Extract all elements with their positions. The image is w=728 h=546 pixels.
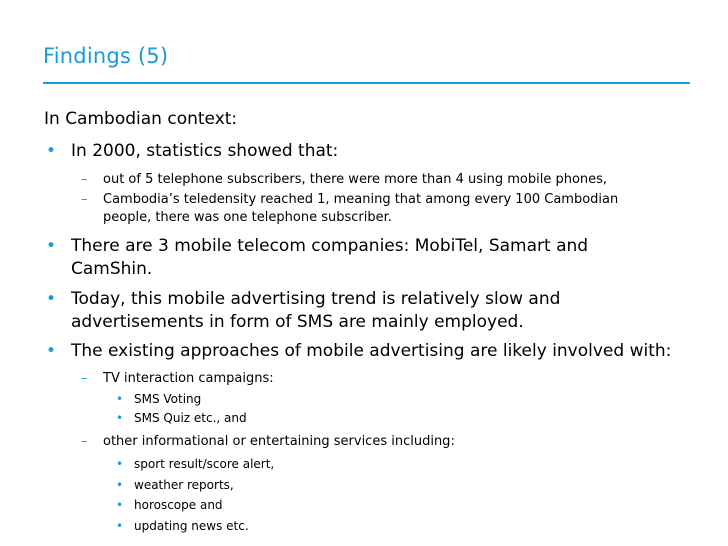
item4-sub2-point: updating news etc. (134, 519, 249, 533)
dash-icon: – (81, 192, 88, 207)
small-bullet-icon: • (116, 392, 124, 406)
item4-sub1-point: SMS Voting (134, 392, 202, 406)
item3-line2: advertisements in form of SMS are mainly employed. (71, 312, 524, 332)
slide-title: Findings (5) (43, 44, 169, 68)
bullet-icon: • (46, 236, 57, 256)
item1-sub1: out of 5 telephone subscribers, there were more than 4 using mobile phones, (103, 172, 608, 187)
item4-sub2-point: weather reports, (134, 478, 234, 492)
item1-text: In 2000, statistics showed that: (71, 141, 339, 161)
item3-line1: Today, this mobile advertising trend is relatively slow and (71, 289, 561, 309)
small-bullet-icon: • (116, 498, 124, 512)
dash-icon: – (81, 172, 88, 187)
dash-icon: – (81, 371, 88, 386)
item4-sub1-point: SMS Quiz etc., and (134, 411, 247, 425)
bullet-icon: • (46, 341, 57, 361)
small-bullet-icon: • (116, 478, 124, 492)
item4-sub2: other informational or entertaining services including: (103, 434, 455, 449)
dash-icon: – (81, 434, 88, 449)
item4-sub2-point: sport result/score alert, (134, 457, 275, 471)
item4-sub1: TV interaction campaigns: (103, 371, 274, 386)
bullet-icon: • (46, 141, 57, 161)
small-bullet-icon: • (116, 519, 124, 533)
small-bullet-icon: • (116, 411, 124, 425)
item2-line1: There are 3 mobile telecom companies: MobiTel, Samart and (71, 236, 589, 256)
item1-sub2-line1: Cambodia’s teledensity reached 1, meaning that among every 100 Cambodian (103, 192, 619, 207)
item4-text: The existing approaches of mobile advertising are likely involved with: (71, 341, 672, 361)
item2-line2: CamShin. (71, 259, 153, 279)
small-bullet-icon: • (116, 457, 124, 471)
item4-sub2-point: horoscope and (134, 498, 223, 512)
bullet-icon: • (46, 289, 57, 309)
item1-sub2-line2: people, there was one telephone subscriber. (103, 210, 392, 225)
intro-text: In Cambodian context: (44, 109, 238, 129)
